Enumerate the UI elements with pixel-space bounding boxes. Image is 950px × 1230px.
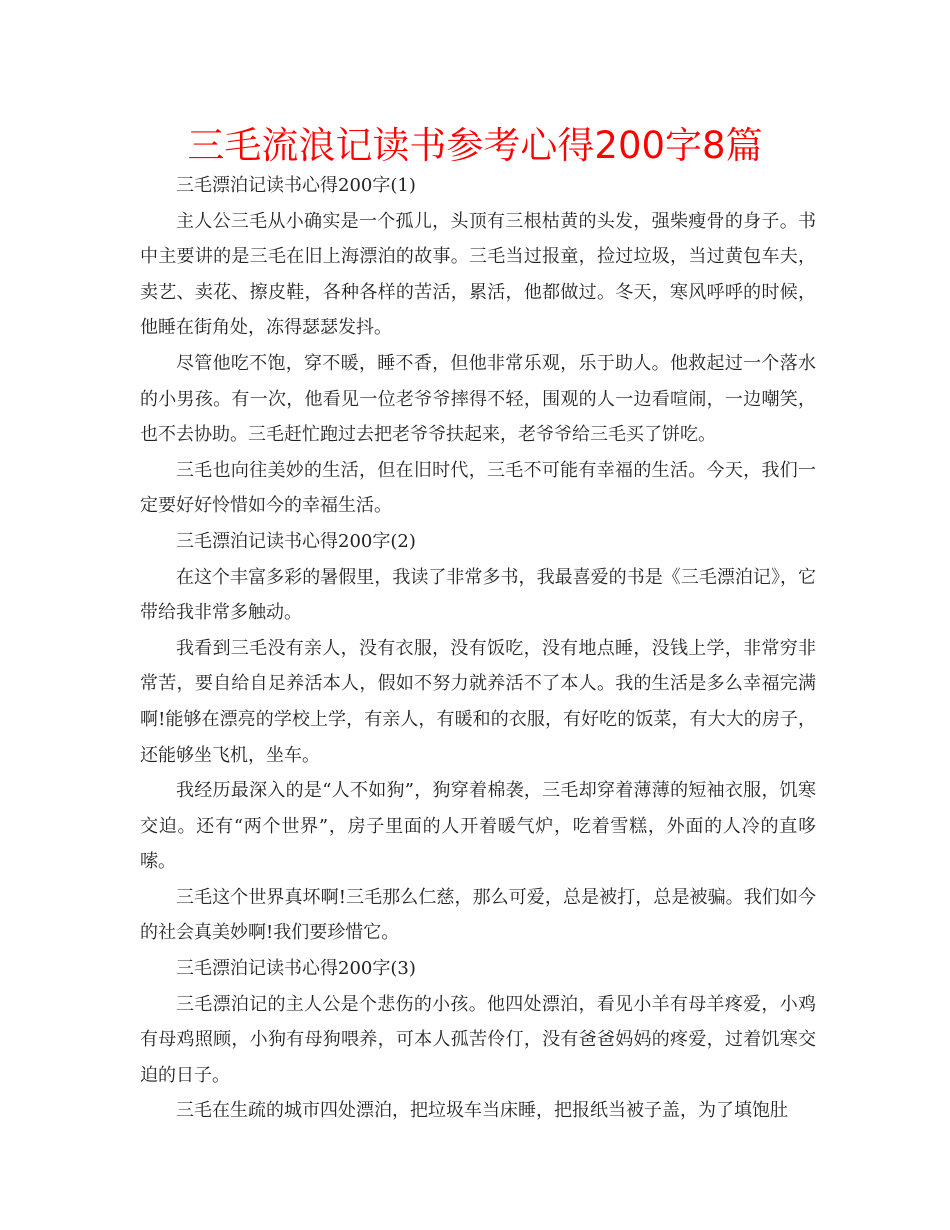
paragraph: 主人公三毛从小确实是一个孤儿，头顶有三根枯黄的头发，强柴瘦骨的身子。书中主要讲的是三毛在旧上海漂泊的故事。三毛当过报童，捡过垃圾，当过黄包车夫，卖艺、卖花、擦皮鞋，各种各样的苦活，累活，他都做过。冬天，寒风呼呼的时候，他睡在街角处，冻得瑟瑟发抖。 — [140, 210, 816, 339]
paragraph: 我看到三毛没有亲人，没有衣服，没有饭吃，没有地点睡，没钱上学，非常穷非常苦，要自给自足养活本人，假如不努力就养活不了本人。我的生活是多么幸福完满啊!能够在漂亮的学校上学，有亲人，有暖和的衣服，有好吃的饭菜，有大大的房子，还能够坐飞机，坐车。 — [140, 637, 816, 766]
paragraph: 三毛漂泊记的主人公是个悲伤的小孩。他四处漂泊，看见小羊有母羊疼爱，小鸡有母鸡照顾，小狗有母狗喂养，可本人孤苦伶仃，没有爸爸妈妈的疼爱，过着饥寒交迫的日子。 — [140, 993, 816, 1086]
section-heading-2: 三毛漂泊记读书心得200字(2) — [176, 530, 416, 552]
section-heading-3: 三毛漂泊记读书心得200字(3) — [176, 958, 416, 980]
paragraph: 尽管他吃不饱，穿不暖，睡不香，但他非常乐观，乐于助人。他救起过一个落水的小男孩。有一次，他看见一位老爷爷摔得不轻，围观的人一边看喧闹，一边嘲笑，也不去协助。三毛赶忙跑过去把老爷爷扶起来，老爷爷给三毛买了饼吃。 — [140, 352, 816, 446]
section-heading-1: 三毛漂泊记读书心得200字(1) — [176, 175, 416, 196]
paragraph: 三毛这个世界真坏啊!三毛那么仁慈，那么可爱，总是被打，总是被骗。我们如今的社会真美妙啊!我们要珍惜它。 — [140, 886, 816, 944]
paragraph: 在这个丰富多彩的暑假里，我读了非常多书，我最喜爱的书是《三毛漂泊记》，它带给我非常多触动。 — [140, 566, 816, 624]
paragraph: 三毛在生疏的城市四处漂泊，把垃圾车当床睡，把报纸当被子盖，为了填饱肚 — [176, 1100, 788, 1122]
document-title: 三毛流浪记读书参考心得200字8篇 — [187, 124, 763, 167]
paragraph: 三毛也向往美妙的生活，但在旧时代，三毛不可能有幸福的生活。今天，我们一定要好好怜惜如今的幸福生活。 — [140, 459, 816, 517]
paragraph: 我经历最深入的是“人不如狗”，狗穿着棉袭，三毛却穿着薄薄的短袖衣服，饥寒交迫。还有“两个世界”，房子里面的人开着暖气炉，吃着雪糕，外面的人冷的直哆嗦。 — [140, 780, 816, 873]
document-body — [140, 168, 816, 1129]
